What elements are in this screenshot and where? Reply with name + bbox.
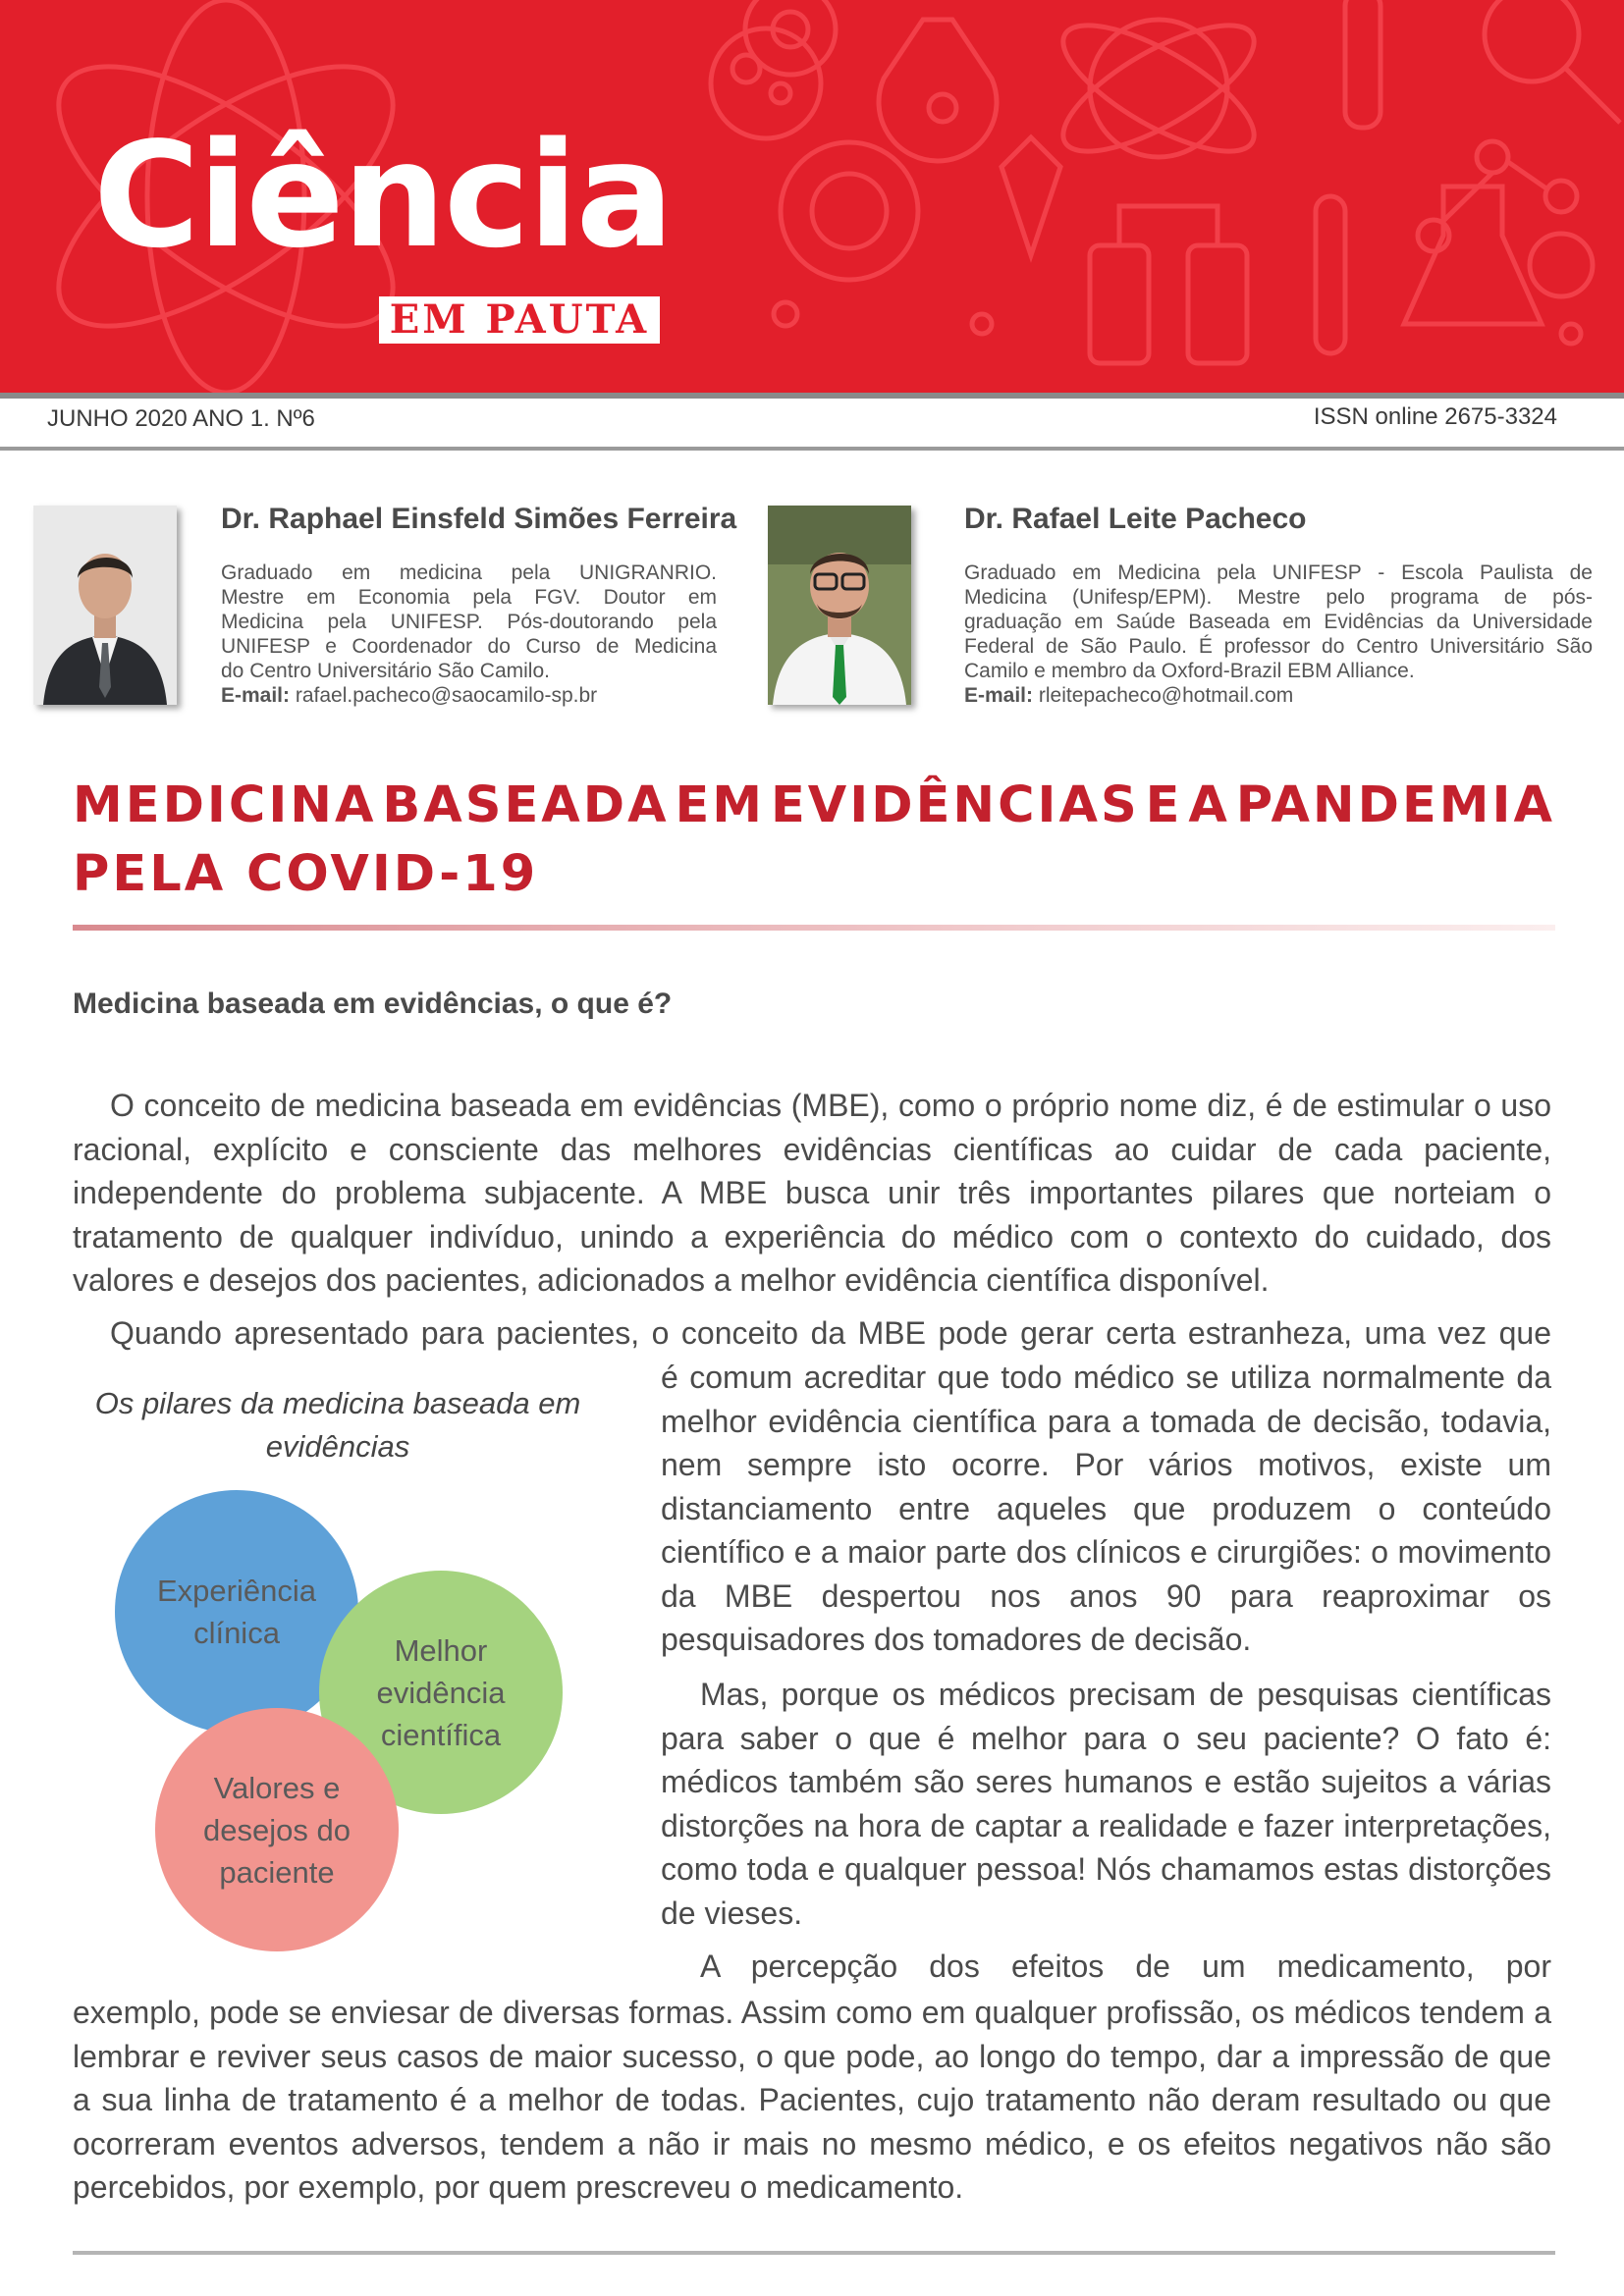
logo-title: Ciência [93,111,673,280]
paragraph: Mas, porque os médicos precisam de pesquisas científicas para saber o que é melhor para o seu paciente? O fato é: médicos também são seres humanos e estão sujeitos a várias distorções na hora de captar a realidade e fazer interpretações, como toda e qualquer pessoa! Nós chamamos estas distorções de vieses. [661,1677,1551,1931]
bio-line: Federal de São Paulo. É professor do Centro Universitário São [964,635,1593,658]
title-underline [73,925,1555,931]
paragraph: Quando apresentado para pacientes, o conceito da MBE pode gerar certa estranheza, uma vez que [110,1315,1551,1351]
title-word: EVIDÊNCIAS [770,776,1140,834]
email-link[interactable]: rleitepacheco@hotmail.com [1038,684,1294,707]
author-photo [768,506,911,705]
title-word: A [1188,776,1230,834]
pillar-label: Experiência clínica [157,1574,316,1650]
divider [0,393,1624,399]
bio-line: Graduado em Medicina pela UNIFESP - Escola Paulista de [964,561,1593,584]
author-name: Dr. Rafael Leite Pacheco [964,503,1307,535]
author-bio [221,561,717,708]
email-link[interactable]: rafael.pacheco@saocamilo-sp.br [295,684,598,707]
footer-divider [73,2251,1555,2255]
bio-line: Mestre em Economia pela FGV. Doutor em [221,586,717,609]
paragraph: A percepção dos efeitos de um medicamento, por [700,1949,1551,1984]
author-bio [964,561,1593,708]
issue-info: JUNHO 2020 ANO 1. Nº6 [47,405,315,432]
title-word: E [1145,776,1183,834]
pillar-circle-patient-values [155,1708,399,1951]
portrait-image [768,506,911,705]
email-label: E-mail: [221,684,291,707]
title-word: BASEADA [382,776,670,834]
portrait-image [33,506,177,705]
email-label: E-mail: [964,684,1034,707]
email-row [964,683,1593,708]
pillar-label: Valores e desejos do paciente [203,1770,351,1890]
title-line-1 [73,772,1555,840]
email-row [221,683,717,708]
issn: ISSN online 2675-3324 [1313,403,1557,430]
figure-caption: Os pilares da medicina baseada em evidências [94,1386,581,1464]
bio-line: graduação em Saúde Baseada em Evidências da Universidade [964,611,1593,633]
divider [0,447,1624,451]
bio-line: Camilo e membro da Oxford-Brazil EBM Alliance. [964,660,1415,682]
title-word: EM [675,776,766,834]
article-title [73,772,1555,909]
paragraph: O conceito de medicina baseada em evidências (MBE), como o próprio nome diz, é de estimular o uso racional, explícito e consciente das melhores evidências científicas ao cuidar de cada paciente, independente do problema subjacente. A MBE busca unir três importantes pilares que norteiam o tratamento de qualquer indivíduo, unindo a experiência do médico com o contexto do cuidado, dos valores e desejos dos pacientes, adicionados a melhor evidência científica disponível. [73,1088,1551,1298]
pillar-label: Melhor evidência científica [376,1632,506,1752]
title-line-2: PELA COVID-19 [73,845,539,903]
bio-line: Graduado em medicina pela UNIGRANRIO. [221,561,717,584]
title-word: PANDEMIA [1235,776,1555,834]
bio-line: Medicina (Unifesp/EPM). Mestre pelo programa de pós- [964,586,1593,609]
bio-line: UNIFESP e Coordenador do Curso de Medicina [221,635,717,658]
bio-line: do Centro Universitário São Camilo. [221,660,550,682]
author-photo [33,506,177,705]
bio-line: Medicina pela UNIFESP. Pós-doutorando pela [221,611,717,633]
logo-subtitle: EM PAUTA [379,296,660,344]
title-word: MEDICINA [73,776,377,834]
author-name: Dr. Raphael Einsfeld Simões Ferreira [221,503,737,535]
header-banner [0,0,1624,393]
paragraph: exemplo, pode se enviesar de diversas formas. Assim como em qualquer profissão, os médicos tendem a lembrar e reviver seus casos de maior sucesso, o que pode, ao longo do tempo, dar a impressão de que a sua linha de tratamento é a melhor de todas. Pacientes, cujo tratamento não deram resultado ou que ocorreram eventos adversos, tendem a não ir mais no mesmo médico, e os efeitos negativos não são percebidos, por exemplo, por quem prescreveu o medicamento. [73,1995,1551,2205]
section-heading: Medicina baseada em evidências, o que é? [73,988,673,1020]
paragraph: é comum acreditar que todo médico se utiliza normalmente da melhor evidência científica para a tomada de decisão, todavia, nem sempre isto ocorre. Por vários motivos, existe um distanciamento entre aqueles que produzem o conteúdo científico e a maior parte dos clínicos e cirurgiões: o movimento da MBE despertou nos anos 90 para reaproximar os pesquisadores dos tomadores de decisão. [661,1360,1551,1657]
